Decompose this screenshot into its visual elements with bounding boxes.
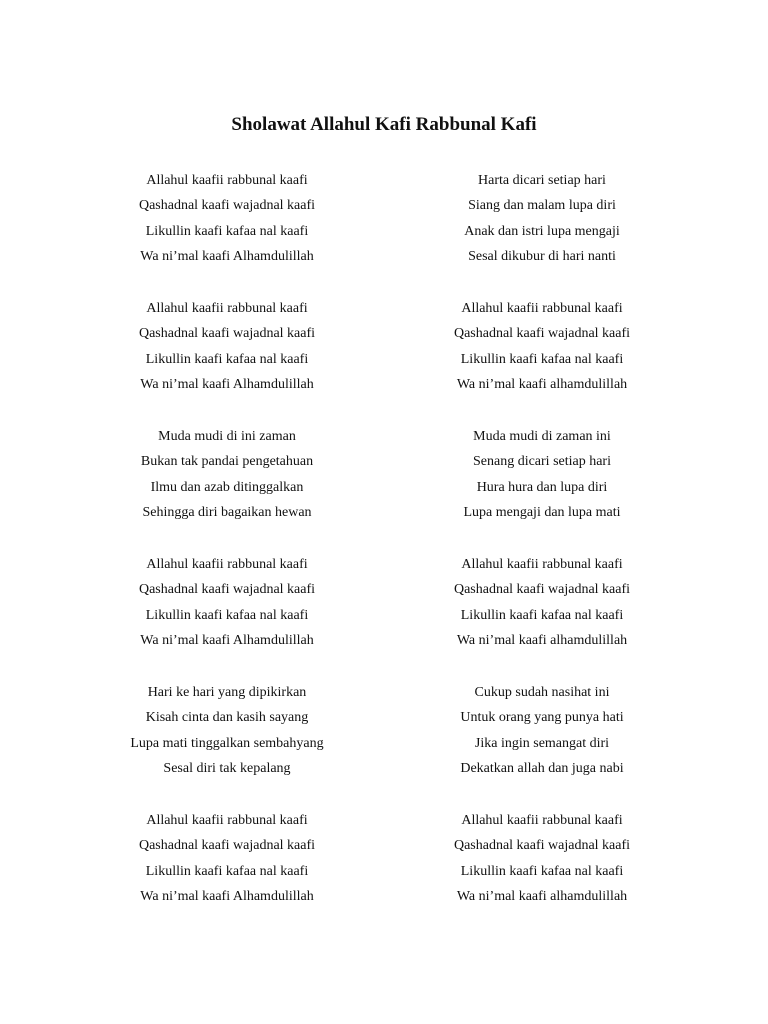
lyric-line: Hura hura dan lupa diri xyxy=(476,479,608,495)
lyric-line: Hari ke hari yang dipikirkan xyxy=(147,685,307,700)
stanza xyxy=(392,552,692,680)
lyric-line: Wa ni’mal kaafi alhamdulillah xyxy=(456,376,628,392)
lyric-line: Ilmu dan azab ditinggalkan xyxy=(150,479,304,495)
lyric-line: Muda mudi di ini zaman xyxy=(158,429,296,444)
lyric-line: Sesal diri tak kepalang xyxy=(163,760,291,776)
lyric-line: Qashadnal kaafi wajadnal kaafi xyxy=(138,838,316,854)
lyric-line: Wa ni’mal kaafi Alhamdulillah xyxy=(140,632,314,648)
stanza xyxy=(392,424,692,552)
lyric-line: Lupa mengaji dan lupa mati xyxy=(463,504,621,520)
lyric-line: Qashadnal kaafi wajadnal kaafi xyxy=(453,326,631,342)
lyric-line: Wa ni’mal kaafi alhamdulillah xyxy=(456,888,628,904)
right-column xyxy=(392,168,692,936)
lyric-line: Qashadnal kaafi wajadnal kaafi xyxy=(453,838,631,854)
lyric-line: Likullin kaafi kafaa nal kaafi xyxy=(145,351,309,367)
lyric-line: Wa ni’mal kaafi Alhamdulillah xyxy=(140,248,314,264)
stanza xyxy=(392,808,692,936)
stanza xyxy=(77,168,377,296)
stanza xyxy=(392,168,692,296)
lyric-line: Qashadnal kaafi wajadnal kaafi xyxy=(138,582,316,598)
lyric-line: Sehingga diri bagaikan hewan xyxy=(142,504,312,520)
lyric-line: Allahul kaafii rabbunal kaafi xyxy=(146,173,308,188)
lyric-line: Harta dicari setiap hari xyxy=(478,173,606,188)
stanza xyxy=(392,680,692,808)
lyric-line: Likullin kaafi kafaa nal kaafi xyxy=(460,607,624,623)
lyric-line: Siang dan malam lupa diri xyxy=(468,198,616,214)
lyric-line: Dekatkan allah dan juga nabi xyxy=(460,760,624,776)
lyric-line: Kisah cinta dan kasih sayang xyxy=(145,710,309,726)
stanza xyxy=(77,808,377,936)
stanza xyxy=(77,296,377,424)
lyric-line: Wa ni’mal kaafi Alhamdulillah xyxy=(140,376,314,392)
lyric-line: Lupa mati tinggalkan sembahyang xyxy=(130,735,324,751)
lyric-line: Likullin kaafi kafaa nal kaafi xyxy=(145,863,309,879)
lyric-line: Allahul kaafii rabbunal kaafi xyxy=(146,557,308,572)
lyric-line: Anak dan istri lupa mengaji xyxy=(464,223,620,239)
stanza xyxy=(392,296,692,424)
lyric-line: Likullin kaafi kafaa nal kaafi xyxy=(460,863,624,879)
left-column xyxy=(77,168,377,936)
lyric-line: Allahul kaafii rabbunal kaafi xyxy=(146,301,308,316)
lyric-line: Cukup sudah nasihat ini xyxy=(474,685,610,700)
lyric-line: Likullin kaafi kafaa nal kaafi xyxy=(145,223,309,239)
lyric-line: Senang dicari setiap hari xyxy=(472,454,611,470)
stanza xyxy=(77,424,377,552)
stanza xyxy=(77,552,377,680)
lyric-line: Allahul kaafii rabbunal kaafi xyxy=(461,557,623,572)
lyric-line: Bukan tak pandai pengetahuan xyxy=(140,454,314,470)
lyric-line: Allahul kaafii rabbunal kaafi xyxy=(461,813,623,828)
lyric-line: Qashadnal kaafi wajadnal kaafi xyxy=(453,582,631,598)
stanza xyxy=(77,680,377,808)
lyric-line: Allahul kaafii rabbunal kaafi xyxy=(146,813,308,828)
lyric-line: Qashadnal kaafi wajadnal kaafi xyxy=(138,326,316,342)
lyric-line: Muda mudi di zaman ini xyxy=(473,429,611,444)
lyric-line: Likullin kaafi kafaa nal kaafi xyxy=(460,351,624,367)
lyric-line: Untuk orang yang punya hati xyxy=(460,710,624,726)
lyric-line: Qashadnal kaafi wajadnal kaafi xyxy=(138,198,316,214)
page-title: Sholawat Allahul Kafi Rabbunal Kafi xyxy=(231,114,537,135)
lyric-line: Jika ingin semangat diri xyxy=(474,735,610,751)
lyric-line: Likullin kaafi kafaa nal kaafi xyxy=(145,607,309,623)
lyric-line: Allahul kaafii rabbunal kaafi xyxy=(461,301,623,316)
lyric-line: Wa ni’mal kaafi Alhamdulillah xyxy=(140,888,314,904)
lyric-line: Wa ni’mal kaafi alhamdulillah xyxy=(456,632,628,648)
lyric-line: Sesal dikubur di hari nanti xyxy=(468,248,616,264)
